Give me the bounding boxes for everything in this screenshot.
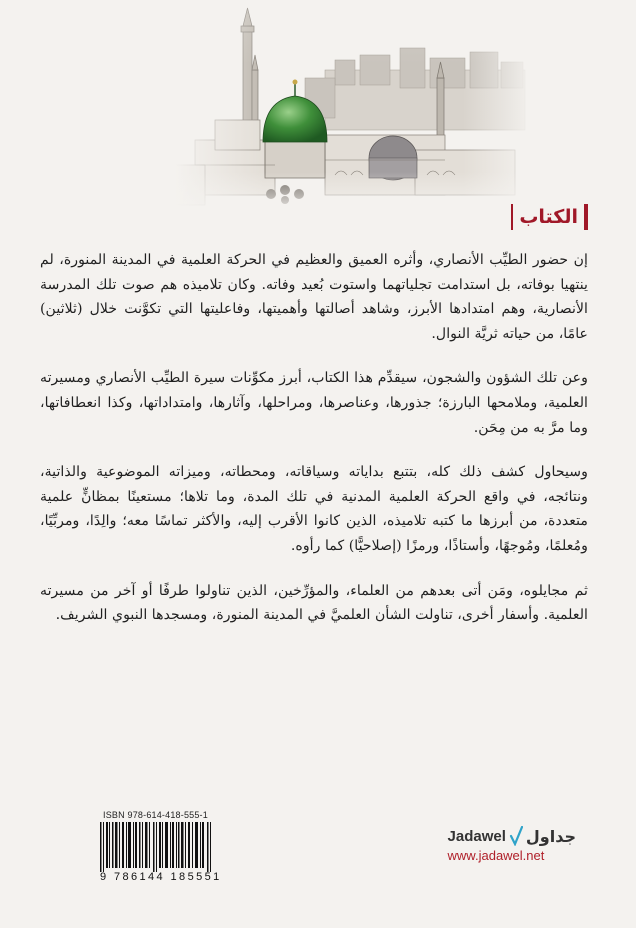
publisher-block	[448, 826, 576, 863]
isbn-barcode	[100, 810, 222, 883]
heading-title: الكتاب	[519, 206, 578, 228]
section-heading	[511, 204, 588, 230]
publisher-logo	[448, 826, 576, 846]
synopsis-text	[40, 248, 588, 648]
paragraph: وسيحاول كشف ذلك كله، بتتبع بداياته وسياقاته، ومحطاته، وميزاته الموضوعية والذاتية، ونتائجه، في واقع الحركة العلمية المدنية في تلك المدة، وما تلاها؛ مستعينًا بمظانٍّ علمية متعددة، من أبرزها ما كتبه تلاميذه، الذين كانوا الأقرب إليه، والأكثر تماسًا معه؛ والِدًا، ومربِّيًا، ومُعلمًا، ومُوجهًا، وأستاذًا، ورمزًا (إصلاحيًّا) كما رأوه.	[40, 464, 588, 554]
paragraph: إن حضور الطيِّب الأنصاري، وأثره العميق والعظيم في الحركة العلمية في المدينة المنورة، لم ينتهيا بوفاته، بل استدامت تجلياتهما واستوت بُعيد وفاته. وكان تلاميذه هم صوت تلك المدرسة الأنصارية، وهم امتدادها الأبرز، وشاهد أصالتها وأهميتها، وفاعليتها التي تكوَّنت خلال (ثلاثين) عامًا، من حياته ثريَّة النوال.	[40, 252, 588, 342]
publisher-name-en: Jadawel	[447, 827, 506, 845]
barcode-number: 9 786144 185551	[100, 871, 222, 883]
medina-mosque-drawing	[175, 0, 535, 215]
heading-accent-bar-thin	[511, 204, 513, 230]
heading-accent-bar	[584, 204, 588, 230]
barcode-icon	[100, 822, 212, 872]
publisher-url[interactable]: www.jadawel.net	[447, 848, 545, 863]
publisher-name-ar: جداول	[525, 826, 576, 846]
checkmark-leaf-icon	[509, 826, 523, 846]
mosque-illustration	[175, 0, 535, 215]
paragraph: وعن تلك الشؤون والشجون، سيقدِّم هذا الكتاب، أبرز مكوِّنات سيرة الطيِّب الأنصاري ومسيرته العلمية، وملامحها البارزة؛ جذورها، وعناصرها، ومراحلها، وآثارها، وامتداداتها، وكذا انعطافاتها، وما مرَّ به من مِحَن.	[40, 370, 588, 436]
paragraph: ثم مجايلوه، ومَن أتى بعدهم من العلماء، والمؤرِّخين، الذين تناولوا طرفًا أو آخر من مسيرته العلمية. وأسفار أخرى، تناولت الشأن العلميَّ في المدينة المنورة، ومسجدها النبوي الشريف.	[40, 582, 588, 624]
isbn-label: ISBN 978-614-418-555-1	[103, 810, 208, 820]
